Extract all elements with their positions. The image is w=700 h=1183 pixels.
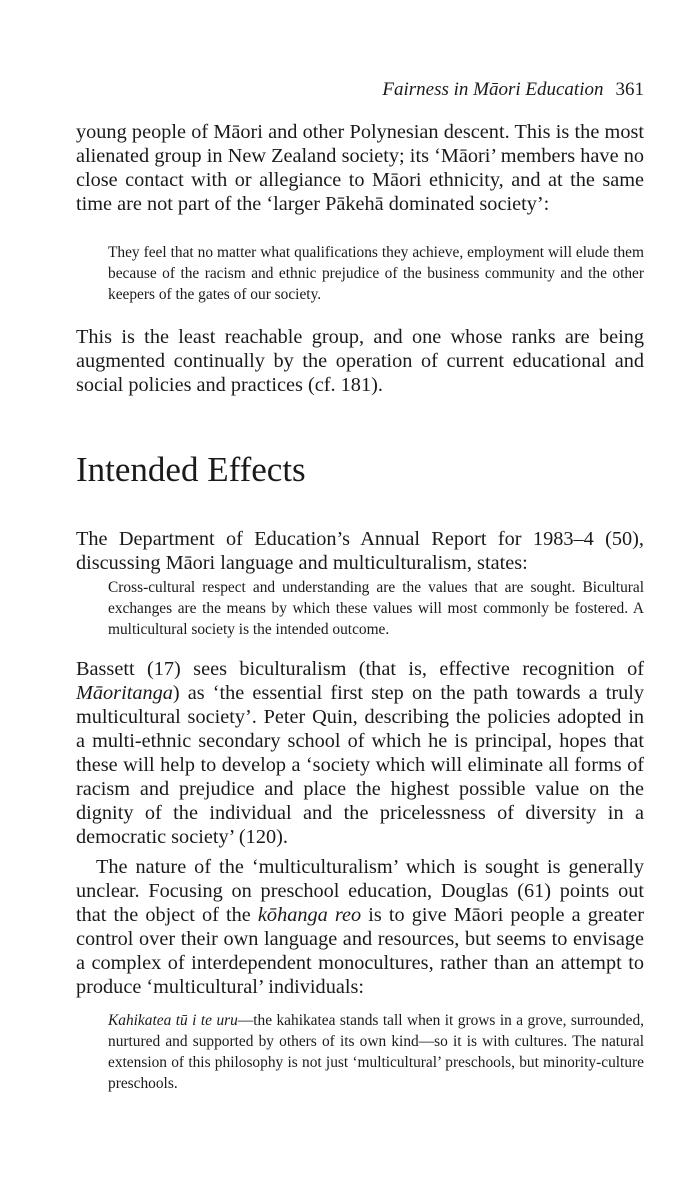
q3-emphasis: Kahikatea tū i te uru (108, 1012, 238, 1029)
paragraph-least-reachable: This is the least reachable group, and one whose ranks are being augmented continually by the operation of current educational and social policies and practices (cf. 181). (76, 326, 644, 396)
section-heading: Intended Effects (76, 450, 306, 489)
p4-emphasis: Māoritanga (76, 682, 173, 704)
block-quote-employment: They feel that no matter what qualifications they achieve, employment will elude them because of the racism and ethnic prejudice of the business community and the other keepers of the gates of our society. (108, 244, 644, 303)
p5-text-start: The nature of the ‘multiculturalism’ which is sought is generally unclear. Focusing on preschool education, Douglas (61) points out that the object of the (76, 856, 644, 926)
paragraph-multiculturalism (76, 855, 644, 999)
page-number: 361 (615, 79, 644, 100)
p4-text-start: Bassett (17) sees biculturalism (that is, effective recognition of (76, 658, 644, 680)
p5-text-end: is to give Māori people a greater control over their own language and resources, but seems to envisage a complex of interdependent monocultures, rather than an attempt to produce ‘multicultural’ individuals: (76, 904, 644, 998)
p5-emphasis: kōhanga reo (257, 904, 362, 926)
paragraph-annual-report: The Department of Education’s Annual Report for 1983–4 (50), discussing Māori language and multiculturalism, states: (76, 528, 644, 574)
paragraph-bassett (76, 657, 644, 849)
paragraph-young-people: young people of Māori and other Polynesian descent. This is the most alienated group in New Zealand society; its ‘Māori’ members have no close contact with or allegiance to Māori ethnicity, and at the same time are not part of the ‘larger Pākehā dominated society’: (76, 121, 644, 215)
p4-text-end: ) as ‘the essential first step on the path towards a truly multicultural society’. Peter Quin, describing the policies adopted in a multi-ethnic secondary school of which he is principal, hopes that these will help to develop a ‘society which will eliminate all forms of racism and prejudice and place the highest possible value on the dignity of the individual and the pricelessness of diversity in a democratic society’ (120). (76, 682, 644, 848)
block-quote-cross-cultural: Cross-cultural respect and understanding are the values that are sought. Bicultural exchanges are the means by which these values will most commonly be fostered. A multicultural society is the intended outcome. (108, 579, 644, 638)
running-head (382, 78, 644, 102)
running-head-title: Fairness in Māori Education (382, 79, 604, 100)
block-quote-kahikatea (108, 1010, 644, 1094)
q3-text: —the kahikatea stands tall when it grows in a grove, surrounded, nurtured and supported by others of its own kind—so it is with cultures. The natural extension of this philosophy is not just ‘multicultural’ preschools, but minority-culture preschools. (108, 1012, 644, 1092)
